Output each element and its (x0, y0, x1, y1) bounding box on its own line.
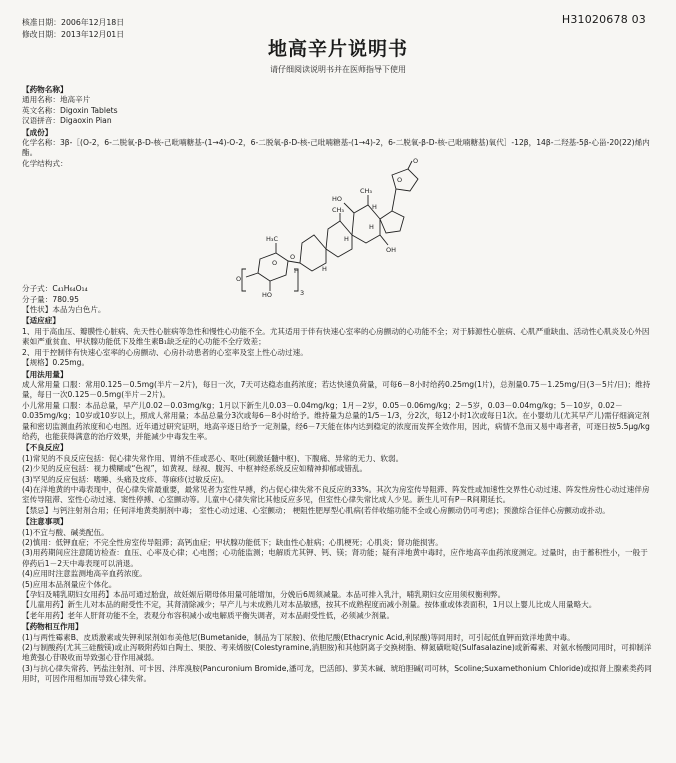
approval-date: 核准日期：2006年12月18日 (22, 18, 125, 27)
structure-label: 化学结构式： (22, 158, 68, 168)
carbonyl-bond (408, 161, 412, 169)
atom-ho-sugar: HO (262, 291, 273, 298)
hydroxy-bond-c14 (380, 235, 388, 245)
page-title: 地高辛片说明书 (267, 38, 408, 60)
ring-d (380, 211, 404, 233)
interactions-heading: 【药物相互作用】 (22, 622, 83, 632)
indication-item: 1、用于高血压、瓣膜性心脏病、先天性心脏病等急性和慢性心功能不全。尤其适用于伴有快速心室率的心房颤动的心功能不全；对于肺源性心脏病、心肌严重缺血、活动性心肌炎及心外因素如严重贫血、甲状腺功能低下及维生素B₁缺乏症的心功能不全疗效差； (22, 326, 650, 347)
pregnancy: 【孕妇及哺乳期妇女用药】本品可通过胎盘，故妊娠后期母体用量可能增加，分娩后6周须减量。本品可排入乳汁，哺乳期妇女应用须权衡利弊。 (22, 590, 506, 600)
drug-name-heading: 【药物名称】 (22, 85, 68, 94)
document-code: H31020678 03 (561, 13, 646, 26)
methyl-sugar: H₃C (266, 235, 279, 244)
revision-date: 修改日期：2013年12月01日 (22, 29, 125, 39)
interaction-item: (1)与两性霉素B、皮质激素或失钾利尿剂如布美他尼(Bumetanide，制品为丁尿胺)、依他尼酸(Ethacrynic Acid,利尿酸)等同用时，可引起低血钾而致洋地黄中毒。 (22, 632, 575, 642)
sugar-chain-bond (246, 273, 258, 277)
dosage-heading: 【用法用量】 (22, 369, 68, 379)
pediatric: 【儿童用药】新生儿对本品的耐受性不定，其肾清除减少；早产儿与未成熟儿对本品敏感，按其不成熟程度而减小剂量。按体重或体表面积，1月以上婴儿比成人用量略大。 (22, 600, 597, 610)
atom-o-carbonyl: O (413, 157, 419, 166)
page-subtitle: 请仔细阅读说明书并在医师指导下使用 (270, 65, 406, 74)
pinyin-name: 汉语拼音：Digaoxin Pian (22, 116, 112, 126)
specification: 【规格】0.25mg。 (22, 358, 90, 368)
adverse-heading: 【不良反应】 (22, 443, 68, 453)
methyl-c10: CH₃ (332, 206, 345, 215)
dates-block (22, 17, 124, 40)
adverse-item: (3)罕见的反应包括：嗜睡、头痛及皮疹、荨麻疹(过敏反应)。 (22, 474, 229, 484)
molecular-formula: 分子式：C₄₁H₆₄O₁₄ (22, 284, 88, 294)
precaution-item: (5)应用本品剂量应个体化。 (22, 579, 117, 589)
atom-h-3: H (294, 267, 299, 276)
indications-heading: 【适应症】 (22, 316, 60, 326)
hydroxy-bond-c12 (344, 203, 354, 213)
atom-o-glycoside: O (290, 253, 296, 262)
dosage-child: 小儿常用量 口服：本品总量，早产儿0.02－0.03mg/kg；1月以下新生儿0.03－0.04mg/kg；1月－2岁，0.05－0.06mg/kg；2－5岁，0.03－0.04mg/kg；5－10岁，0.02－0.035mg/kg；10岁或10岁以上，照成人常用量；本品总量分3次或每6－8小时给予。维持量为总量的1/5－1/3，分2次，每12小时1次或每日1次。在小婴幼儿(尤其早产儿)需仔细滴定剂量和密切监测血药浓度和心电图。近年通过研究证明，地高辛逐日给予一定剂量，经6－7天能在体内达到稳定的浓度而发挥全效作用，因此，病情不急而又易中毒者者，可逐日按5.5μg/kg给药，也能获得满意的治疗效果，并能减少中毒发生率。 (22, 400, 650, 441)
atom-h-8: H (369, 223, 374, 232)
atom-oh-14: OH (386, 246, 397, 255)
atom-ho-12: HO (332, 195, 343, 204)
composition-heading: 【成份】 (22, 127, 53, 137)
adverse-item: (1)常见的不良反应包括：促心律失常作用、胃纳不佳或恶心、呕吐(刺激延髓中枢)、下腹痛、异常的无力、软弱。 (22, 453, 404, 463)
dosage-adult: 成人常用量 口服：常用0.125－0.5mg(半片－2片)，每日一次，7天可达稳态血药浓度；若达快速负荷量，可每6－8小时给药0.25mg(1片)，总剂量0.75－1.25mg/日(3－5片/日)；维持量，每日一次0.125－0.5mg(半片－2片)。 (22, 379, 651, 400)
bracket-left (242, 269, 246, 291)
character: 【性状】本品为白色片。 (22, 305, 106, 315)
precaution-item: (3)用药期间应注意随访检查：血压、心率及心律；心电图；心功能监测；电解质尤其钾、钙、镁；肾功能；疑有洋地黄中毒时，应作地高辛血药浓度测定。过量时，由于蓄积性小，一般于停药后1－2天中毒表现可以消退。 (22, 548, 648, 568)
atom-o-sugar-ring: O (272, 259, 278, 268)
sugar-ring (258, 253, 288, 281)
atom-h-17: H (372, 203, 377, 212)
precaution-item: (4)应用时注意监测地高辛血药浓度。 (22, 569, 147, 579)
structure-diagram (232, 157, 492, 297)
chemical-name: 化学名称：3β-［(O-2，6-二脱氧-β-D-核-己吡喃糖基-(1→4)-O-2，6-二脱氧-β-D-核-己吡喃糖基-(1→4)-2，6-二脱氧-β-D-核-己吡喃糖基)氧代］-12β，14β-二羟基-5β-心甾-20(22)烯内酯。 (22, 138, 650, 158)
precaution-item: (1)不宜与酸、碱类配伍。 (22, 527, 109, 537)
document-body (22, 84, 654, 685)
elderly: 【老年用药】老年人肝肾功能不全，表观分布容积减小或电解质平衡失调者，对本品耐受性低，必须减少剂量。 (22, 610, 395, 620)
adverse-item: (2)少见的反应包括：视力模糊或“色视”，如黄视、绿视、腹泻、中枢神经系统反应如精神抑郁或错乱。 (22, 464, 368, 474)
molecular-weight: 分子量：780.95 (22, 294, 79, 304)
indication-item: 2、用于控制伴有快速心室率的心房颤动、心房扑动患者的心室率及室上性心动过速。 (22, 347, 308, 357)
english-name: 英文名称：Digoxin Tablets (22, 105, 118, 115)
precaution-item: (2)慎用：低钾血症；不完全性房室传导阻滞；高钙血症；甲状腺功能低下；缺血性心脏病；心肌梗死；心肌炎；肾功能损害。 (22, 538, 443, 547)
methyl-c13: CH₃ (360, 187, 373, 196)
interaction-item: (3)与抗心律失常药、钙盐注射剂、可卡因、泮库溴胺(Pancuronium Bromide,潘可龙，巴活郎)、萝芙木碱、琥珀胆碱(司可林，Scoline;Suxamethonium Chloride)或拟肾上腺素类药同用时，可因作用相加而导致心律失常。 (22, 663, 652, 684)
interaction-item: (2)与制酸药(尤其三硅酸镁)或止泻吸附药如白陶土、果胶、考来烯胺(Colestyramine,消胆胺)和其他阴离子交换树脂、柳氮磺吡啶(Sulfasalazine)或新霉素、对氨水杨酸同用时，可抑制洋地黄强心苷吸收而导致强心苷作用减弱。 (22, 643, 652, 663)
lactone-ring (392, 169, 418, 191)
contraindications: 【禁忌】与钙注射剂合用；任何洋地黄类制剂中毒； 室性心动过速、心室颤动； 梗阻性肥厚型心肌病(若伴收缩功能不全或心房颤动仍可考虑)；预激综合征伴心房颤动或扑动。 (22, 505, 610, 515)
atom-o-chain: O (236, 275, 242, 284)
adverse-item: (4)在洋地黄的中毒表现中，促心律失常最重要，最常见者为室性早搏，约占促心律失常不良反应的33%。其次为房室传导阻滞、阵发性或加速性交界性心动过速、阵发性房性心动过速伴房室传导阻滞、室性心动过速、窦性停搏、心室颤动等。儿童中心律失常比其他反应多见，但室性心律失常比成人少见。新生儿可有P－R间期延长。 (22, 484, 650, 505)
atom-o-ring: O (397, 176, 403, 185)
repeat-count: 3 (300, 289, 305, 298)
precautions-heading: 【注意事项】 (22, 517, 68, 527)
generic-name: 通用名称：地高辛片 (22, 95, 91, 105)
atom-h-9: H (344, 235, 349, 244)
atom-h-5: H (322, 265, 327, 274)
glycoside-bond (288, 261, 300, 263)
side-chain-bond (392, 189, 396, 211)
